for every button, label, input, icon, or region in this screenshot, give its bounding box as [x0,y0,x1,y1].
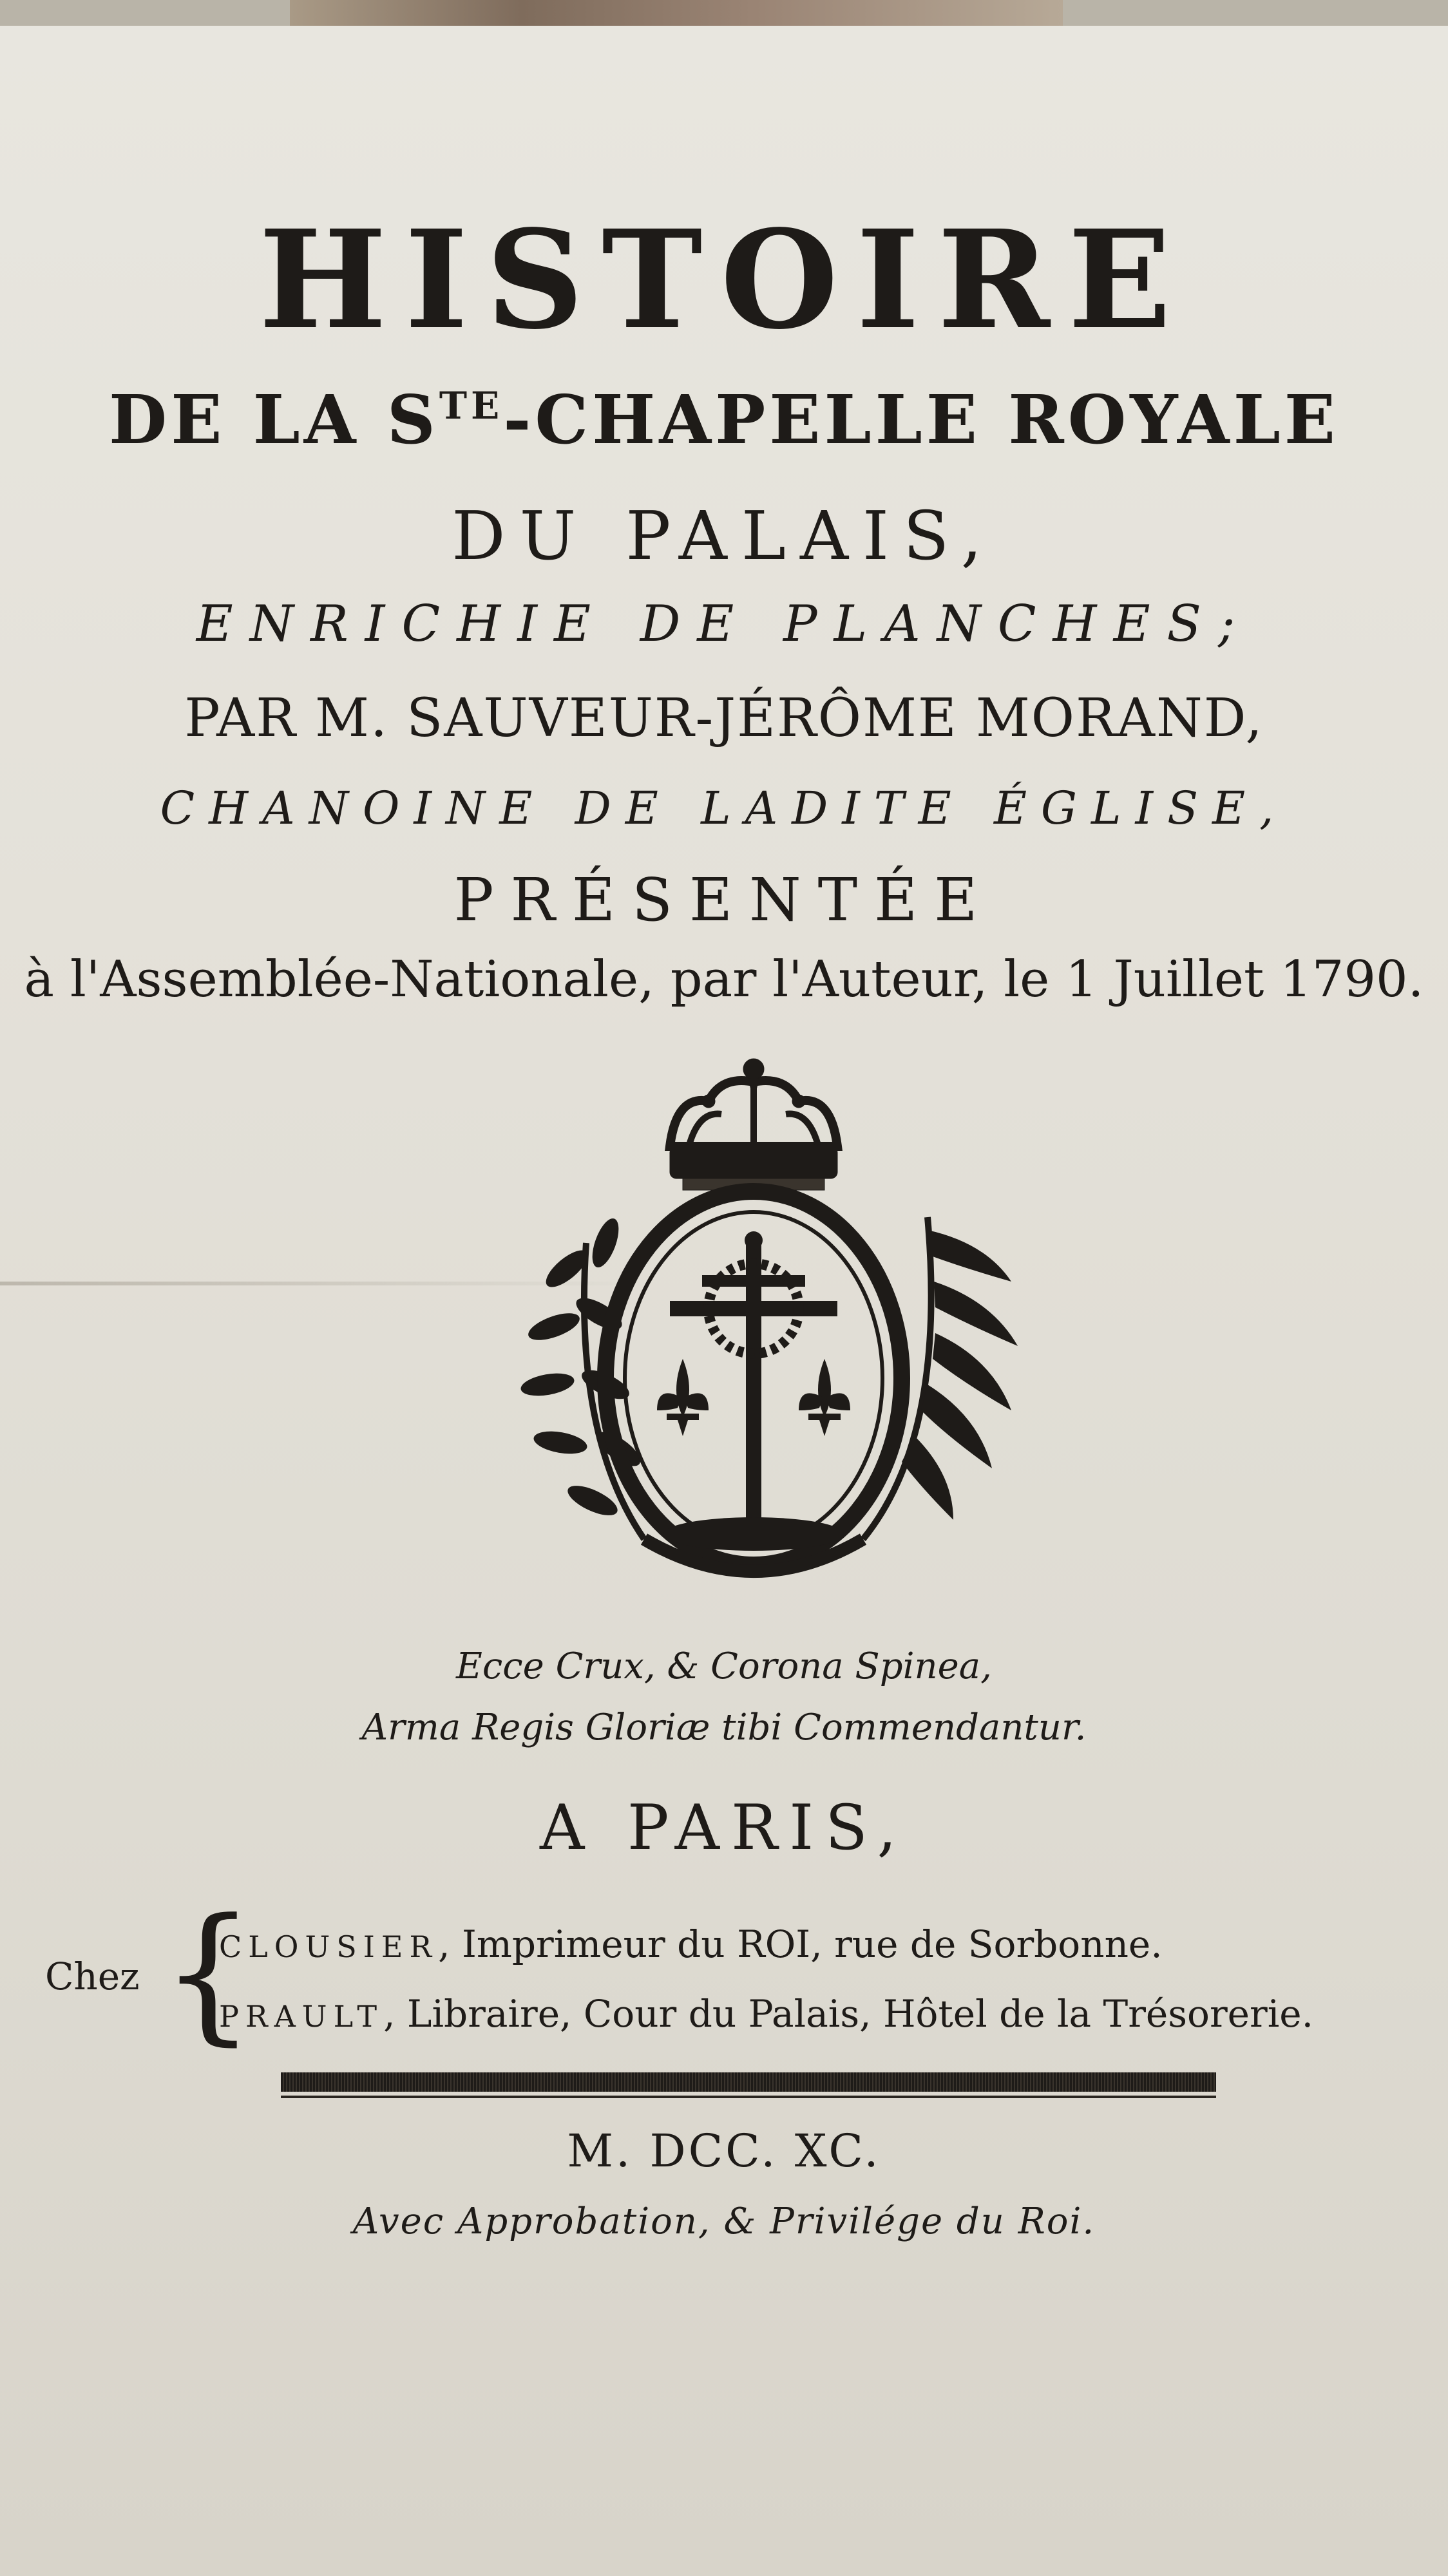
royal-coat-of-arms-emblem [477,1050,1031,1610]
author-line: PAR M. SAUVEUR-JÉRÔME MORAND, [184,688,1264,749]
book-title: HISTOIRE [258,200,1190,359]
fleur-de-lis-icon [799,1359,850,1436]
thin-rule [281,2096,1216,2098]
subtitle-suffix: -CHAPELLE ROYALE [503,380,1339,459]
publication-date: M. DCC. XC. [567,2125,881,2177]
chez-label: Chez [45,1955,140,1998]
palm-branch-icon [863,1217,1018,1539]
printer-detail: , Imprimeur du ROI, rue de Sorbonne. [438,1922,1163,1966]
subtitle-line-1 [0,380,1448,459]
fleur-de-lis-icon [657,1359,709,1436]
crown-icon [670,1059,837,1190]
subtitle-line-3: ENRICHIE DE PLANCHES; [196,595,1252,653]
subtitle-superscript: TE [439,384,504,428]
printer-line-1 [219,1922,1163,1966]
motto-line-1: Ecce Crux, & Corona Spinea, [456,1645,992,1687]
approval-statement: Avec Approbation, & Privilége du Roi. [352,2201,1096,2242]
author-title: CHANOINE DE LADITE ÉGLISE, [160,782,1288,835]
printer-detail: , Libraire, Cour du Palais, Hôtel de la Trésorerie. [383,1992,1314,2036]
place-of-publication: A PARIS, [539,1792,908,1864]
subtitle-prefix: DE LA S [109,380,439,459]
printer-name: CLOUSIER [219,1929,439,1964]
presented-detail: à l'Assemblée-Nationale, par l'Auteur, le 1 Juillet 1790. [24,951,1424,1009]
cross-icon [663,1231,844,1551]
presented-heading: PRÉSENTÉE [453,866,995,934]
motto-line-2: Arma Regis Gloriæ tibi Commendantur. [361,1707,1087,1748]
printer-line-2 [219,1992,1314,2036]
curly-brace-icon: { [161,1888,256,2060]
ornamental-rule [281,2072,1216,2092]
printer-name: PRAULT [219,1999,384,2034]
subtitle-line-2: DU PALAIS, [452,497,996,575]
